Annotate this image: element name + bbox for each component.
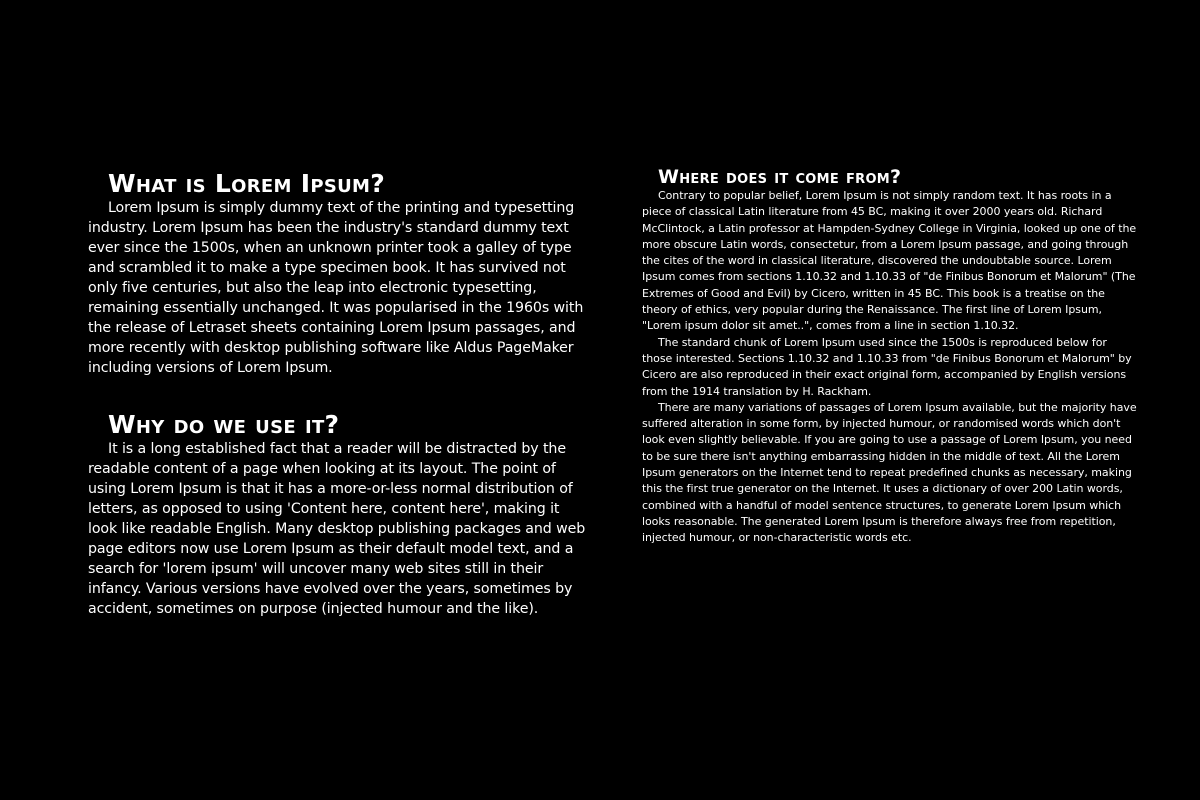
paragraph-where-3: There are many variations of passages of Lorem Ipsum available, but the majority have suffered alteration in some form, by injected humour, or randomised words which don't look even slightly believable. If you are going to use a passage of Lorem Ipsum, you need to be sure there isn't anything embarrassing hidden in the middle of text. All the Lorem Ipsum generators on the Internet tend to repeat predefined chunks as necessary, making this the first true generator on the Internet. It uses a dictionary of over 200 Latin words, combined with a handful of model sentence structures, to generate Lorem Ipsum which looks reasonable. The generated Lorem Ipsum is therefore always free from repetition, injected humour, or non-characteristic words etc. (642, 400, 1137, 545)
section-spacer (88, 378, 588, 411)
heading-why-do-we-use-it: Why do we use it? (108, 410, 340, 439)
paragraph-where-2: The standard chunk of Lorem Ipsum used since the 1500s is reproduced below for those interested. Sections 1.10.32 and 1.10.33 from "de Finibus Bonorum et Malorum" by Cicero are also reproduced in their exact original form, accompanied by English versions from the 1914 translation by H. Rackham. (642, 335, 1132, 398)
right-column (642, 166, 1138, 547)
heading-what-is-lorem-ipsum: What is Lorem Ipsum? (108, 169, 386, 198)
paragraph-what-is-lorem-ipsum: Lorem Ipsum is simply dummy text of the printing and typesetting industry. Lorem Ipsum has been the industry's standard dummy text ever since the 1500s, when an unknown printer took a galley of type and scrambled it to make a type specimen book. It has survived not only five centuries, but also the leap into electronic typesetting, remaining essentially unchanged. It was popularised in the 1960s with the release of Letraset sheets containing Lorem Ipsum passages, and more recently with desktop publishing software like Aldus PageMaker including versions of Lorem Ipsum. (88, 200, 584, 376)
left-column (88, 170, 588, 619)
paragraph-where-1: Contrary to popular belief, Lorem Ipsum is not simply random text. It has roots in a piece of classical Latin literature from 45 BC, making it over 2000 years old. Richard McClintock, a Latin professor at Hampden-Sydney College in Virginia, looked up one of the more obscure Latin words, consectetur, from a Lorem Ipsum passage, and going through the cites of the word in classical literature, discovered the undoubtable source. Lorem Ipsum comes from sections 1.10.32 and 1.10.33 of "de Finibus Bonorum et Malorum" (The Extremes of Good and Evil) by Cicero, written in 45 BC. This book is a treatise on the theory of ethics, very popular during the Renaissance. The first line of Lorem Ipsum, "Lorem ipsum dolor sit amet..", comes from a line in section 1.10.32. (642, 189, 1137, 333)
paragraph-why-do-we-use-it: It is a long established fact that a reader will be distracted by the readable content of a page when looking at its layout. The point of using Lorem Ipsum is that it has a more-or-less normal distribution of letters, as opposed to using 'Content here, content here', making it look like readable English. Many desktop publishing packages and web page editors now use Lorem Ipsum as their default model text, and a search for 'lorem ipsum' will uncover many web sites still in their infancy. Various versions have evolved over the years, sometimes by accident, sometimes on purpose (injected humour and the like). (88, 441, 586, 617)
heading-where-does-it-come-from: Where does it come from? (658, 166, 902, 188)
